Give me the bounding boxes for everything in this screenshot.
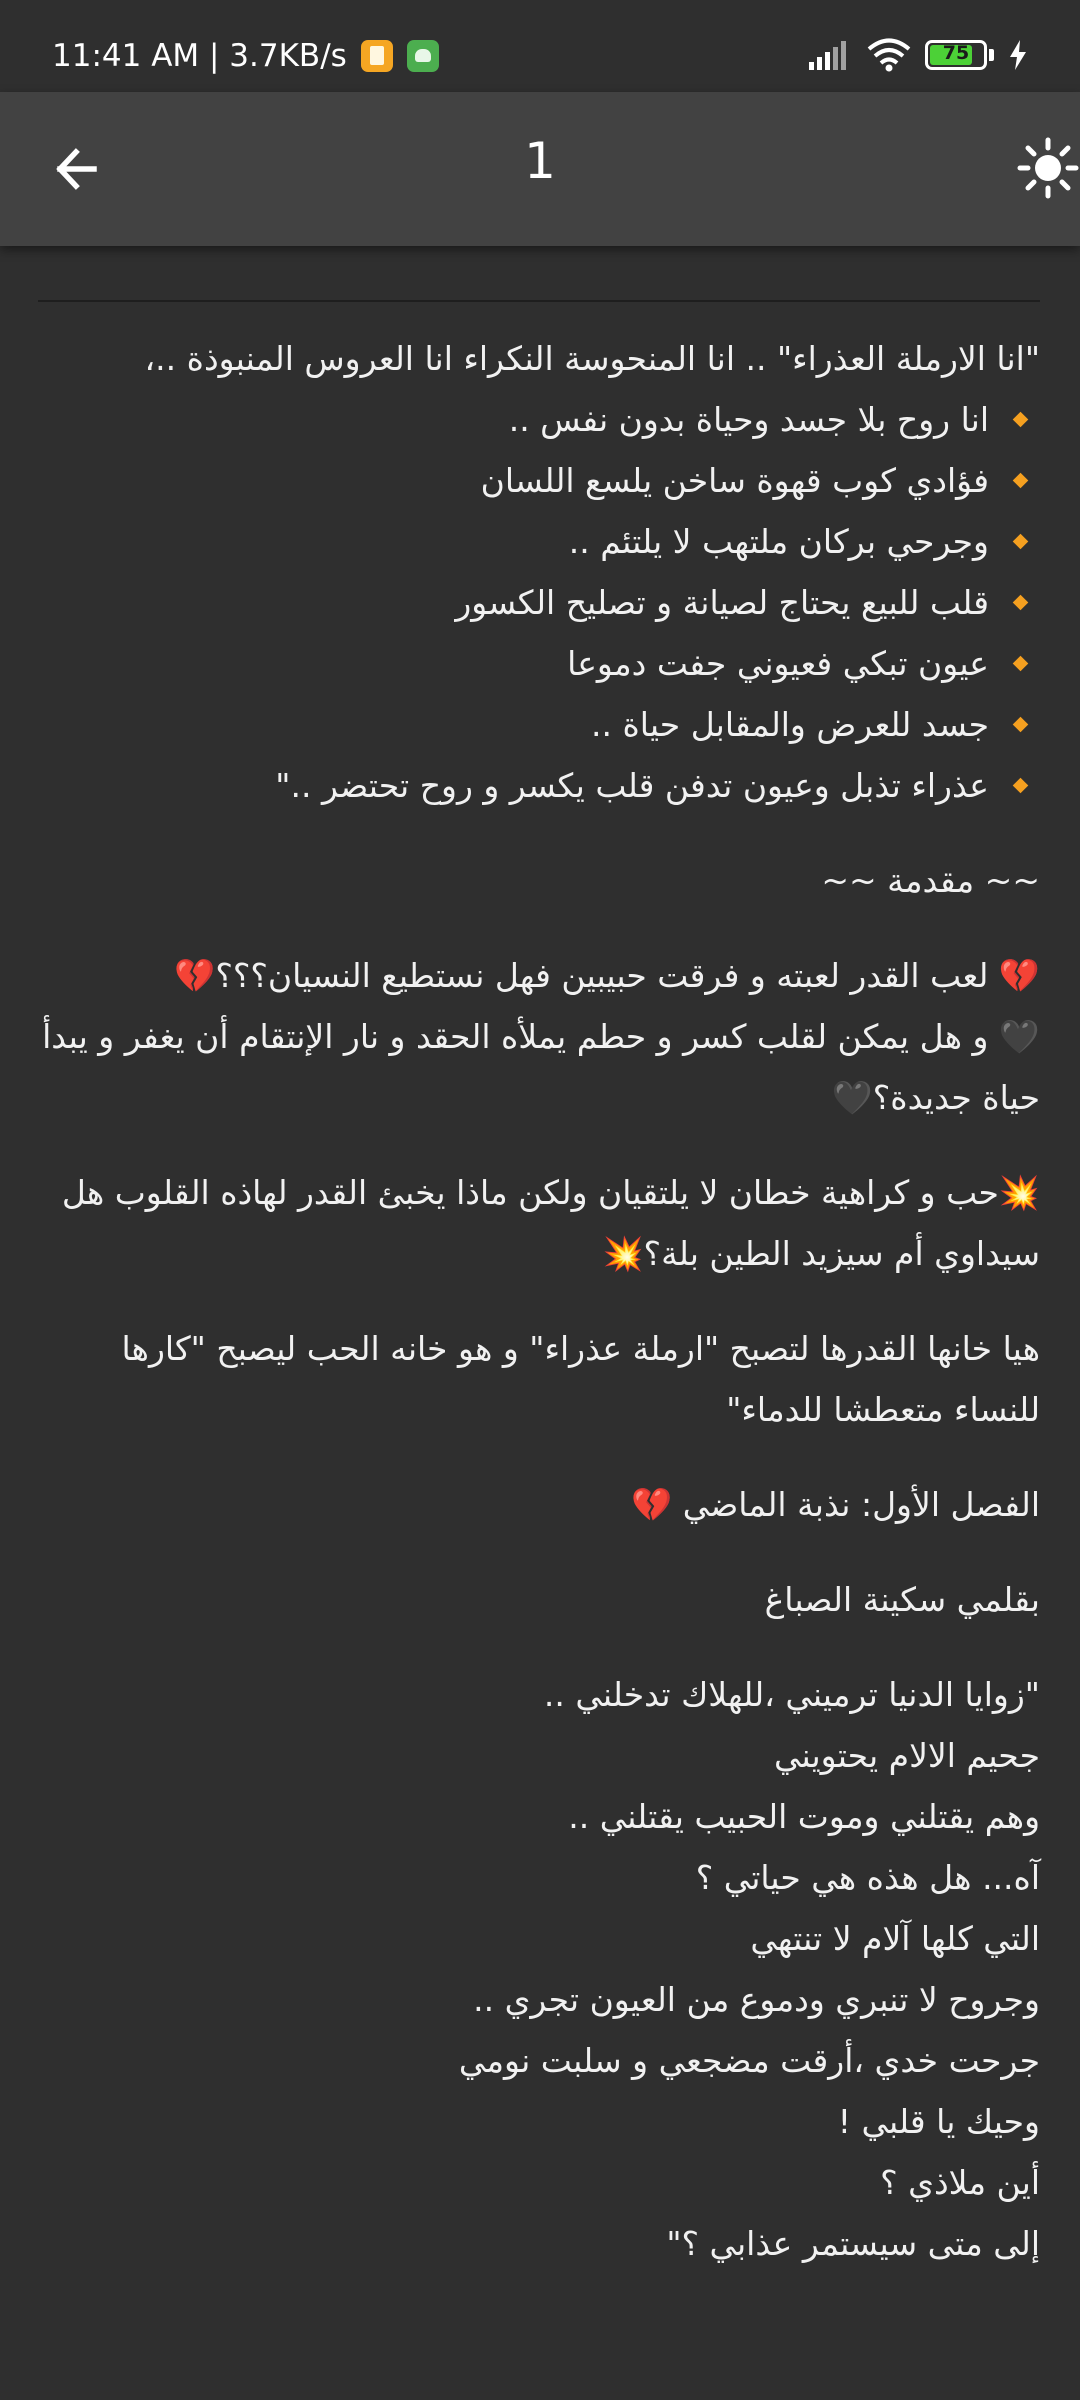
app-bar	[0, 92, 1080, 246]
list-item-text: عيون تبكي فعيوني جفت دموعا	[567, 644, 989, 683]
signal-icon	[807, 40, 853, 70]
content-divider	[38, 300, 1040, 302]
intro-heading: ~~ مقدمة ~~	[821, 861, 1040, 900]
status-bar	[0, 0, 1080, 92]
list-item-text: عذراء تذبل وعيون تدفن قلب يكسر و روح تحتضر .."	[275, 766, 989, 805]
paragraph-2: 🖤 و هل يمكن لقلب كسر و حطم يملأه الحقد و نار الإنتقام أن يغفر و يبدأ حياة جديدة؟🖤	[42, 1017, 1040, 1117]
battery-level: 75	[942, 42, 970, 64]
list-item	[38, 633, 1040, 694]
battery-icon	[925, 40, 987, 70]
charging-icon	[1008, 40, 1028, 70]
android-app-icon	[407, 40, 439, 72]
verse-line: إلى متى سيستمر عذابي ؟"	[666, 2224, 1040, 2263]
verse-line: وحيك يا قلبي !	[837, 2102, 1040, 2141]
wifi-icon	[867, 38, 911, 72]
bullet-icon	[1013, 656, 1029, 672]
bullet-icon	[1013, 473, 1029, 489]
bullet-icon	[1013, 412, 1029, 428]
bullet-list	[38, 389, 1040, 816]
chapter-title: الفصل الأول: نذبة الماضي 💔	[631, 1485, 1040, 1524]
notes-app-icon	[361, 40, 393, 72]
list-item	[38, 450, 1040, 511]
list-item	[38, 511, 1040, 572]
list-item-text: فؤادي كوب قهوة ساخن يلسع اللسان	[480, 461, 989, 500]
page-title: 1	[524, 132, 556, 190]
bullet-icon	[1013, 534, 1029, 550]
status-time-speed: 11:41 AM | 3.7KB/s	[52, 38, 347, 74]
list-item-text: قلب للبيع يحتاج لصيانة و تصليح الكسور	[455, 583, 989, 622]
author-line: بقلمي سكينة الصباغ	[764, 1580, 1040, 1619]
status-right	[807, 38, 1028, 72]
sun-icon	[1000, 128, 1080, 208]
verse-line: "زوايا الدنيا ترميني ،للهلاك تدخلني ..	[543, 1675, 1040, 1714]
verse-line: وجروح لا تنبري ودموع من العيون تجري ..	[473, 1980, 1040, 2019]
verse-line: وهم يقتلني وموت الحبيب يقتلني ..	[568, 1797, 1040, 1836]
verse-line: آه... هل هذه هي حياتي ؟	[695, 1858, 1040, 1897]
battery-tip	[989, 49, 994, 61]
list-item	[38, 572, 1040, 633]
status-left	[52, 38, 439, 74]
list-item-text: جسد للعرض والمقابل حياة ..	[591, 705, 989, 744]
list-item-text: انا روح بلا جسد وحياة بدون نفس ..	[508, 400, 989, 439]
paragraph-3: 💥حب و كراهية خطان لا يلتقيان ولكن ماذا يخبئ القدر لهاذه القلوب هل سيداوي أم سيزيد الطين بلة؟💥	[61, 1173, 1040, 1273]
list-item-text: وجرحي بركان ملتهب لا يلتئم ..	[568, 522, 989, 561]
paragraph-4: هيا خانها القدرها لتصبح "ارملة عذراء" و هو خانه الحب ليصبح "كارها للنساء متعطشا للدماء"	[121, 1329, 1040, 1429]
bullet-icon	[1013, 778, 1029, 794]
list-item	[38, 389, 1040, 450]
poem	[38, 1664, 1040, 2274]
verse-line: التي كلها آلام لا تنتهي	[750, 1919, 1040, 1958]
paragraph-1: 💔 لعب القدر لعبته و فرقت حبيبين فهل نستطيع النسيان؟؟؟💔	[174, 956, 1040, 995]
list-item	[38, 755, 1040, 816]
verse-line: جرحت خدي ،أرقت مضجعي و سلبت نومي	[458, 2041, 1040, 2080]
verse-line: أين ملاذي ؟	[880, 2163, 1040, 2202]
verse-line: جحيم الالام يحتويني	[774, 1736, 1040, 1775]
theme-toggle-button[interactable]	[1000, 128, 1080, 208]
chapter-content	[38, 300, 1040, 2274]
bullet-icon	[1013, 595, 1029, 611]
list-item	[38, 694, 1040, 755]
bullet-icon	[1013, 717, 1029, 733]
intro-quote: "انا الارملة العذراء" .. انا المنحوسة النكراء انا العروس المنبوذة ..،	[144, 339, 1040, 378]
